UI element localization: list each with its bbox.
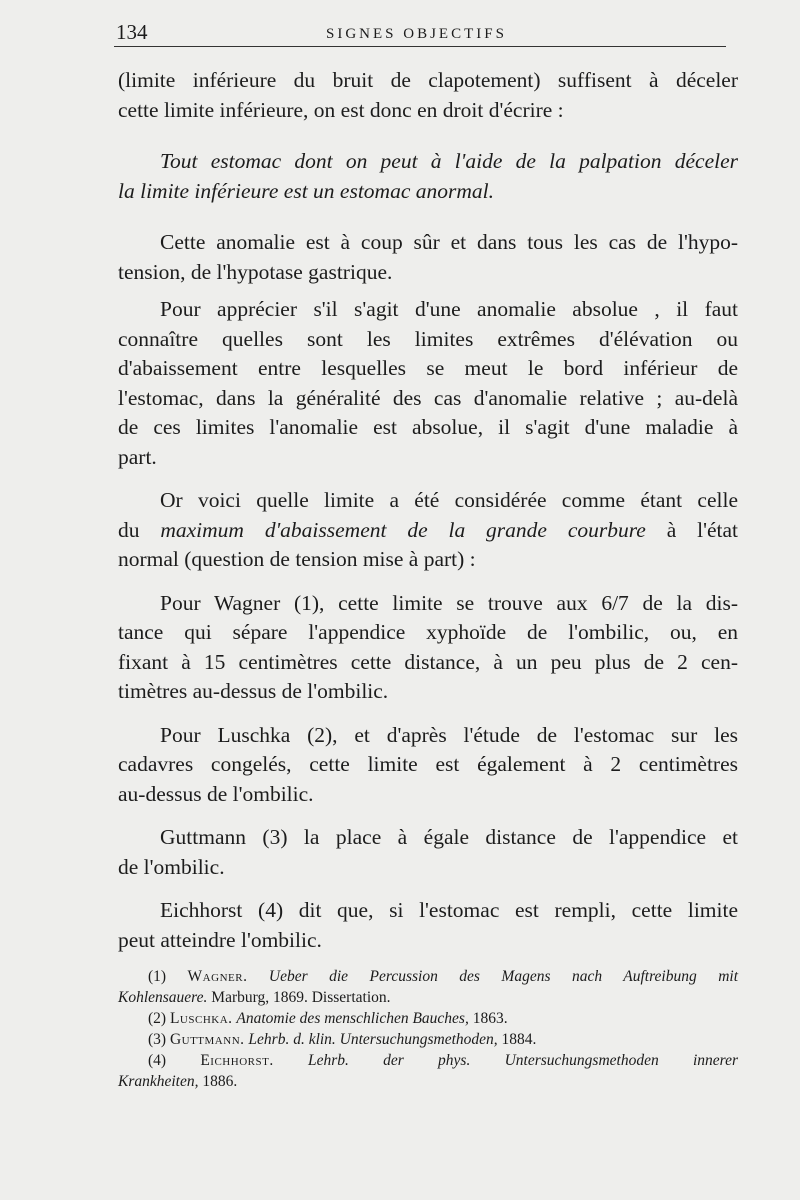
text-line: cette limite inférieure, on est donc en droit d'écrire : (118, 97, 564, 122)
spacer (118, 472, 738, 486)
text-line: fixant à 15 centimètres cette distance, à un peu plus de 2 cen- (118, 649, 738, 674)
footnotes (118, 966, 738, 1092)
text-line: Or voici quelle limite a été considérée comme étant celle (160, 488, 738, 512)
spacer (118, 287, 738, 295)
text-line: timètres au-dessus de l'ombilic. (118, 679, 389, 703)
text-line: de ces limites l'anomalie est absolue, il s'agit d'une maladie à (118, 415, 738, 439)
spacer (118, 707, 738, 721)
footnote-details: Marburg, 1869. Dissertation. (207, 989, 391, 1006)
footnote-title: Lehrb. d. klin. Untersuchungsmethoden, (248, 1031, 498, 1048)
footnote-title: Anatomie des menschlichen Bauches, (236, 1010, 469, 1027)
body-text (118, 66, 738, 955)
running-head: SIGNES OBJECTIFS (326, 26, 507, 42)
footnote-line (118, 1008, 738, 1029)
text-line: au-dessus de l'ombilic. (118, 781, 314, 806)
text-line: Pour Luschka (2), et d'après l'étude de l'estomac sur les (160, 722, 738, 747)
footnote-author: Luschka. (169, 1010, 233, 1027)
paragraph-3 (118, 228, 738, 287)
footnote-2 (118, 1008, 738, 1029)
header-rule (114, 46, 726, 47)
text-line: Guttmann (3) la place à égale distance de l'appendice et (160, 825, 738, 849)
footnote-number: (1) (148, 968, 167, 985)
footnote-details: 1886. (198, 1073, 238, 1090)
footnote-number: (3) (148, 1031, 167, 1048)
footnote-details: 1884. (497, 1031, 537, 1048)
spacer (118, 575, 738, 589)
spacer (118, 882, 738, 896)
paragraph-1 (118, 66, 738, 125)
footnote-number: (2) (148, 1010, 167, 1027)
footnote-line (118, 987, 738, 1008)
footnote-title: Lehrb. der phys. Untersuchungsmethoden innerer (307, 1052, 739, 1069)
footnote-title: Ueber die Percussion des Magens nach Auftreibung mit (268, 968, 739, 985)
text-line: part. (118, 444, 157, 469)
paragraph-4 (118, 295, 738, 472)
footnote-4 (118, 1050, 738, 1092)
footnote-line (118, 966, 738, 987)
footnote-details: 1863. (468, 1010, 508, 1027)
text-line: l'estomac, dans la généralité des cas d'anomalie relative ; au-delà (118, 385, 738, 410)
footnote-title: Krankheiten, (118, 1073, 199, 1090)
text-line: Pour apprécier s'il s'agit d'une anomalie absolue , il faut (160, 297, 738, 321)
footnote-title: Kohlensauere. (118, 989, 208, 1006)
paragraph-2-italic-statement (118, 147, 738, 206)
footnote-number: (4) (148, 1052, 167, 1069)
footnote-author: Wagner. (187, 968, 248, 985)
text-line: la limite inférieure est un estomac anormal. (118, 178, 494, 203)
page-number: 134 (116, 20, 148, 44)
text-fragment: à l'état (645, 517, 738, 542)
text-line: Pour Wagner (1), cette limite se trouve aux 6/7 de la dis- (160, 590, 738, 615)
spacer (118, 125, 738, 147)
italic-fragment: maximum d'abaissement de la grande courbure (160, 517, 646, 542)
paragraph-7 (118, 721, 738, 810)
footnote-3 (118, 1029, 738, 1050)
spacer (118, 809, 738, 823)
footnote-1 (118, 966, 738, 1008)
text-line: tance qui sépare l'appendice xyphoïde de l'ombilic, ou, en (118, 620, 738, 644)
text-fragment: du (118, 517, 161, 542)
text-line: d'abaissement entre lesquelles se meut le bord inférieur de (118, 356, 738, 380)
text-line: Cette anomalie est à coup sûr et dans tous les cas de l'hypo- (160, 230, 738, 254)
paragraph-5 (118, 486, 738, 575)
text-line: normal (question de tension mise à part) : (118, 547, 476, 571)
footnote-line (118, 1071, 738, 1092)
text-line (118, 516, 738, 546)
paragraph-9 (118, 896, 738, 955)
text-line: peut atteindre l'ombilic. (118, 927, 322, 952)
footnote-line (118, 1029, 738, 1050)
text-line: de l'ombilic. (118, 854, 225, 879)
footnote-author: Eichhorst. (200, 1052, 274, 1069)
footnote-line (118, 1050, 738, 1071)
text-line: (limite inférieure du bruit de clapotement) suffisent à déceler (118, 68, 738, 92)
paragraph-8 (118, 823, 738, 882)
text-line: connaître quelles sont les limites extrêmes d'élévation ou (118, 326, 738, 351)
text-line: Eichhorst (4) dit que, si l'estomac est rempli, cette limite (160, 898, 738, 922)
text-line: cadavres congelés, cette limite est également à 2 centimètres (118, 752, 738, 776)
spacer (118, 206, 738, 228)
paragraph-6 (118, 589, 738, 707)
footnote-author: Guttmann. (169, 1031, 245, 1048)
text-line: Tout estomac dont on peut à l'aide de la palpation déceler (160, 149, 738, 173)
text-line: tension, de l'hypotase gastrique. (118, 259, 393, 284)
